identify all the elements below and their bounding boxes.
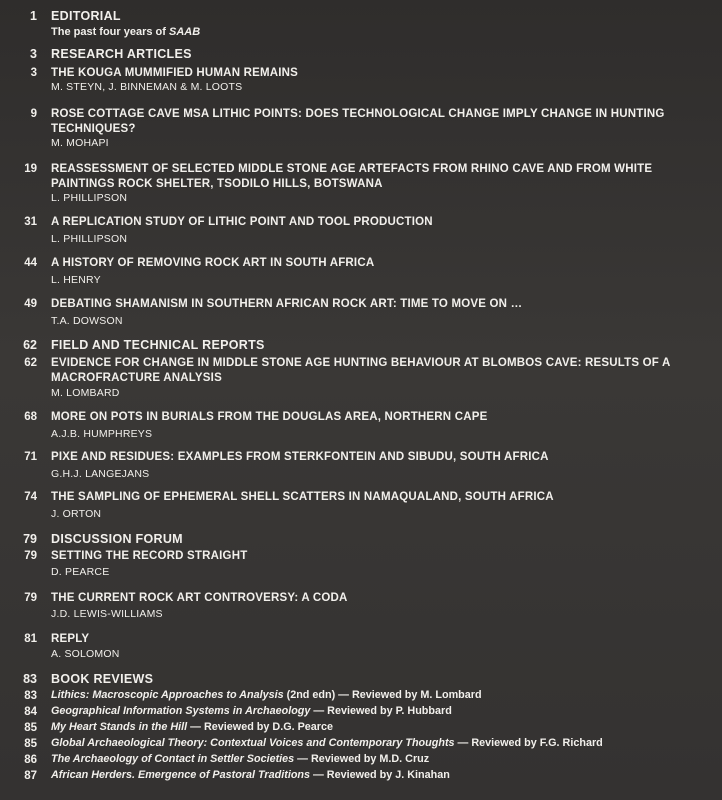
page-number: 68 bbox=[24, 411, 37, 423]
article-title: REPLY bbox=[51, 633, 90, 645]
page-number: 85 bbox=[24, 738, 37, 750]
section-heading: EDITORIAL bbox=[51, 9, 121, 23]
article-title: THE SAMPLING OF EPHEMERAL SHELL SCATTERS IN NAMAQUALAND, SOUTH AFRICA bbox=[51, 491, 554, 503]
article-author: M. MOHAPI bbox=[51, 137, 109, 149]
article-title: A HISTORY OF REMOVING ROCK ART IN SOUTH AFRICA bbox=[51, 257, 375, 269]
article-title: A REPLICATION STUDY OF LITHIC POINT AND TOOL PRODUCTION bbox=[51, 216, 433, 228]
review-line bbox=[51, 769, 450, 782]
book-title: Global Archaeological Theory: Contextual Voices and Contemporary Thoughts bbox=[51, 737, 455, 749]
section-heading: FIELD AND TECHNICAL REPORTS bbox=[51, 338, 265, 352]
reviewer: — Reviewed by P. Hubbard bbox=[310, 705, 452, 717]
reviewer: — Reviewed by M.D. Cruz bbox=[294, 753, 430, 765]
page-number: 19 bbox=[24, 163, 37, 175]
review-line bbox=[51, 737, 603, 750]
page-number: 74 bbox=[24, 491, 37, 503]
reviewer: — Reviewed by F.G. Richard bbox=[454, 737, 603, 749]
reviewer: — Reviewed by D.G. Pearce bbox=[187, 721, 334, 733]
article-author: M. LOMBARD bbox=[51, 387, 120, 399]
article-author: D. PEARCE bbox=[51, 566, 110, 578]
article-author: J. ORTON bbox=[51, 508, 102, 520]
article-title: PIXE AND RESIDUES: EXAMPLES FROM STERKFONTEIN AND SIBUDU, SOUTH AFRICA bbox=[51, 451, 549, 463]
page-number: 49 bbox=[24, 298, 37, 310]
page-number: 3 bbox=[30, 67, 37, 79]
page-number: 86 bbox=[24, 754, 37, 766]
article-author: A.J.B. HUMPHREYS bbox=[51, 428, 153, 440]
article-author: M. STEYN, J. BINNEMAN & M. LOOTS bbox=[51, 81, 243, 93]
page-number: 84 bbox=[24, 706, 37, 718]
page-number: 71 bbox=[24, 451, 37, 463]
page-number: 62 bbox=[24, 357, 37, 369]
book-title: My Heart Stands in the Hill bbox=[51, 721, 188, 733]
section-page-number: 83 bbox=[23, 672, 37, 686]
article-title: ROSE COTTAGE CAVE MSA LITHIC POINTS: DOES TECHNOLOGICAL CHANGE IMPLY CHANGE IN HUNTING TECHNIQUES? bbox=[51, 108, 665, 135]
article-title: MORE ON POTS IN BURIALS FROM THE DOUGLAS AREA, NORTHERN CAPE bbox=[51, 411, 488, 423]
book-title: The Archaeology of Contact in Settler Societies bbox=[51, 753, 295, 765]
article-author: G.H.J. LANGEJANS bbox=[51, 468, 150, 480]
section-page-number: 3 bbox=[30, 47, 37, 61]
section-page-number: 79 bbox=[23, 532, 37, 546]
review-line bbox=[51, 689, 482, 702]
article-title: REASSESSMENT OF SELECTED MIDDLE STONE AGE ARTEFACTS FROM RHINO CAVE AND FROM WHITE PAINTINGS ROCK SHELTER, TSODILO HILLS, BOTSWANA bbox=[51, 163, 653, 190]
editorial-subtitle: The past four years of SAAB bbox=[51, 26, 201, 38]
book-edition: (2nd edn) bbox=[283, 689, 336, 701]
section-heading: BOOK REVIEWS bbox=[51, 672, 154, 686]
page-number: 85 bbox=[24, 722, 37, 734]
review-line bbox=[51, 721, 333, 734]
article-author: L. PHILLIPSON bbox=[51, 233, 128, 245]
page-number: 9 bbox=[30, 108, 37, 120]
book-title: Geographical Information Systems in Archaeology bbox=[51, 705, 311, 717]
book-title: Lithics: Macroscopic Approaches to Analysis bbox=[51, 689, 284, 701]
article-title: EVIDENCE FOR CHANGE IN MIDDLE STONE AGE HUNTING BEHAVIOUR AT BLOMBOS CAVE: RESULTS OF A MACROFRACTURE ANALYSIS bbox=[51, 357, 671, 384]
article-title: THE CURRENT ROCK ART CONTROVERSY: A CODA bbox=[51, 592, 348, 604]
article-title: DEBATING SHAMANISM IN SOUTHERN AFRICAN ROCK ART: TIME TO MOVE ON … bbox=[51, 298, 523, 310]
article-title: THE KOUGA MUMMIFIED HUMAN REMAINS bbox=[51, 67, 299, 79]
review-line bbox=[51, 753, 429, 766]
section-heading: RESEARCH ARTICLES bbox=[51, 47, 192, 61]
article-author: L. PHILLIPSON bbox=[51, 192, 128, 204]
reviewer: — Reviewed by M. Lombard bbox=[335, 689, 482, 701]
reviewer: — Reviewed by J. Kinahan bbox=[310, 769, 450, 781]
page-number: 87 bbox=[24, 770, 37, 782]
page-number: 81 bbox=[24, 633, 37, 645]
page-number: 79 bbox=[24, 592, 37, 604]
article-title: SETTING THE RECORD STRAIGHT bbox=[51, 550, 248, 562]
article-author: T.A. DOWSON bbox=[51, 315, 123, 327]
review-line bbox=[51, 705, 452, 718]
page-number: 31 bbox=[24, 216, 37, 228]
article-author: J.D. LEWIS-WILLIAMS bbox=[51, 608, 163, 620]
book-title: African Herders. Emergence of Pastoral Traditions bbox=[51, 769, 311, 781]
section-heading: DISCUSSION FORUM bbox=[51, 532, 183, 546]
page-number: 44 bbox=[24, 257, 37, 269]
page-number: 79 bbox=[24, 550, 37, 562]
article-author: A. SOLOMON bbox=[51, 648, 120, 660]
article-author: L. HENRY bbox=[51, 274, 101, 286]
page-number: 83 bbox=[24, 690, 37, 702]
section-page-number: 1 bbox=[30, 9, 37, 23]
section-page-number: 62 bbox=[23, 338, 37, 352]
